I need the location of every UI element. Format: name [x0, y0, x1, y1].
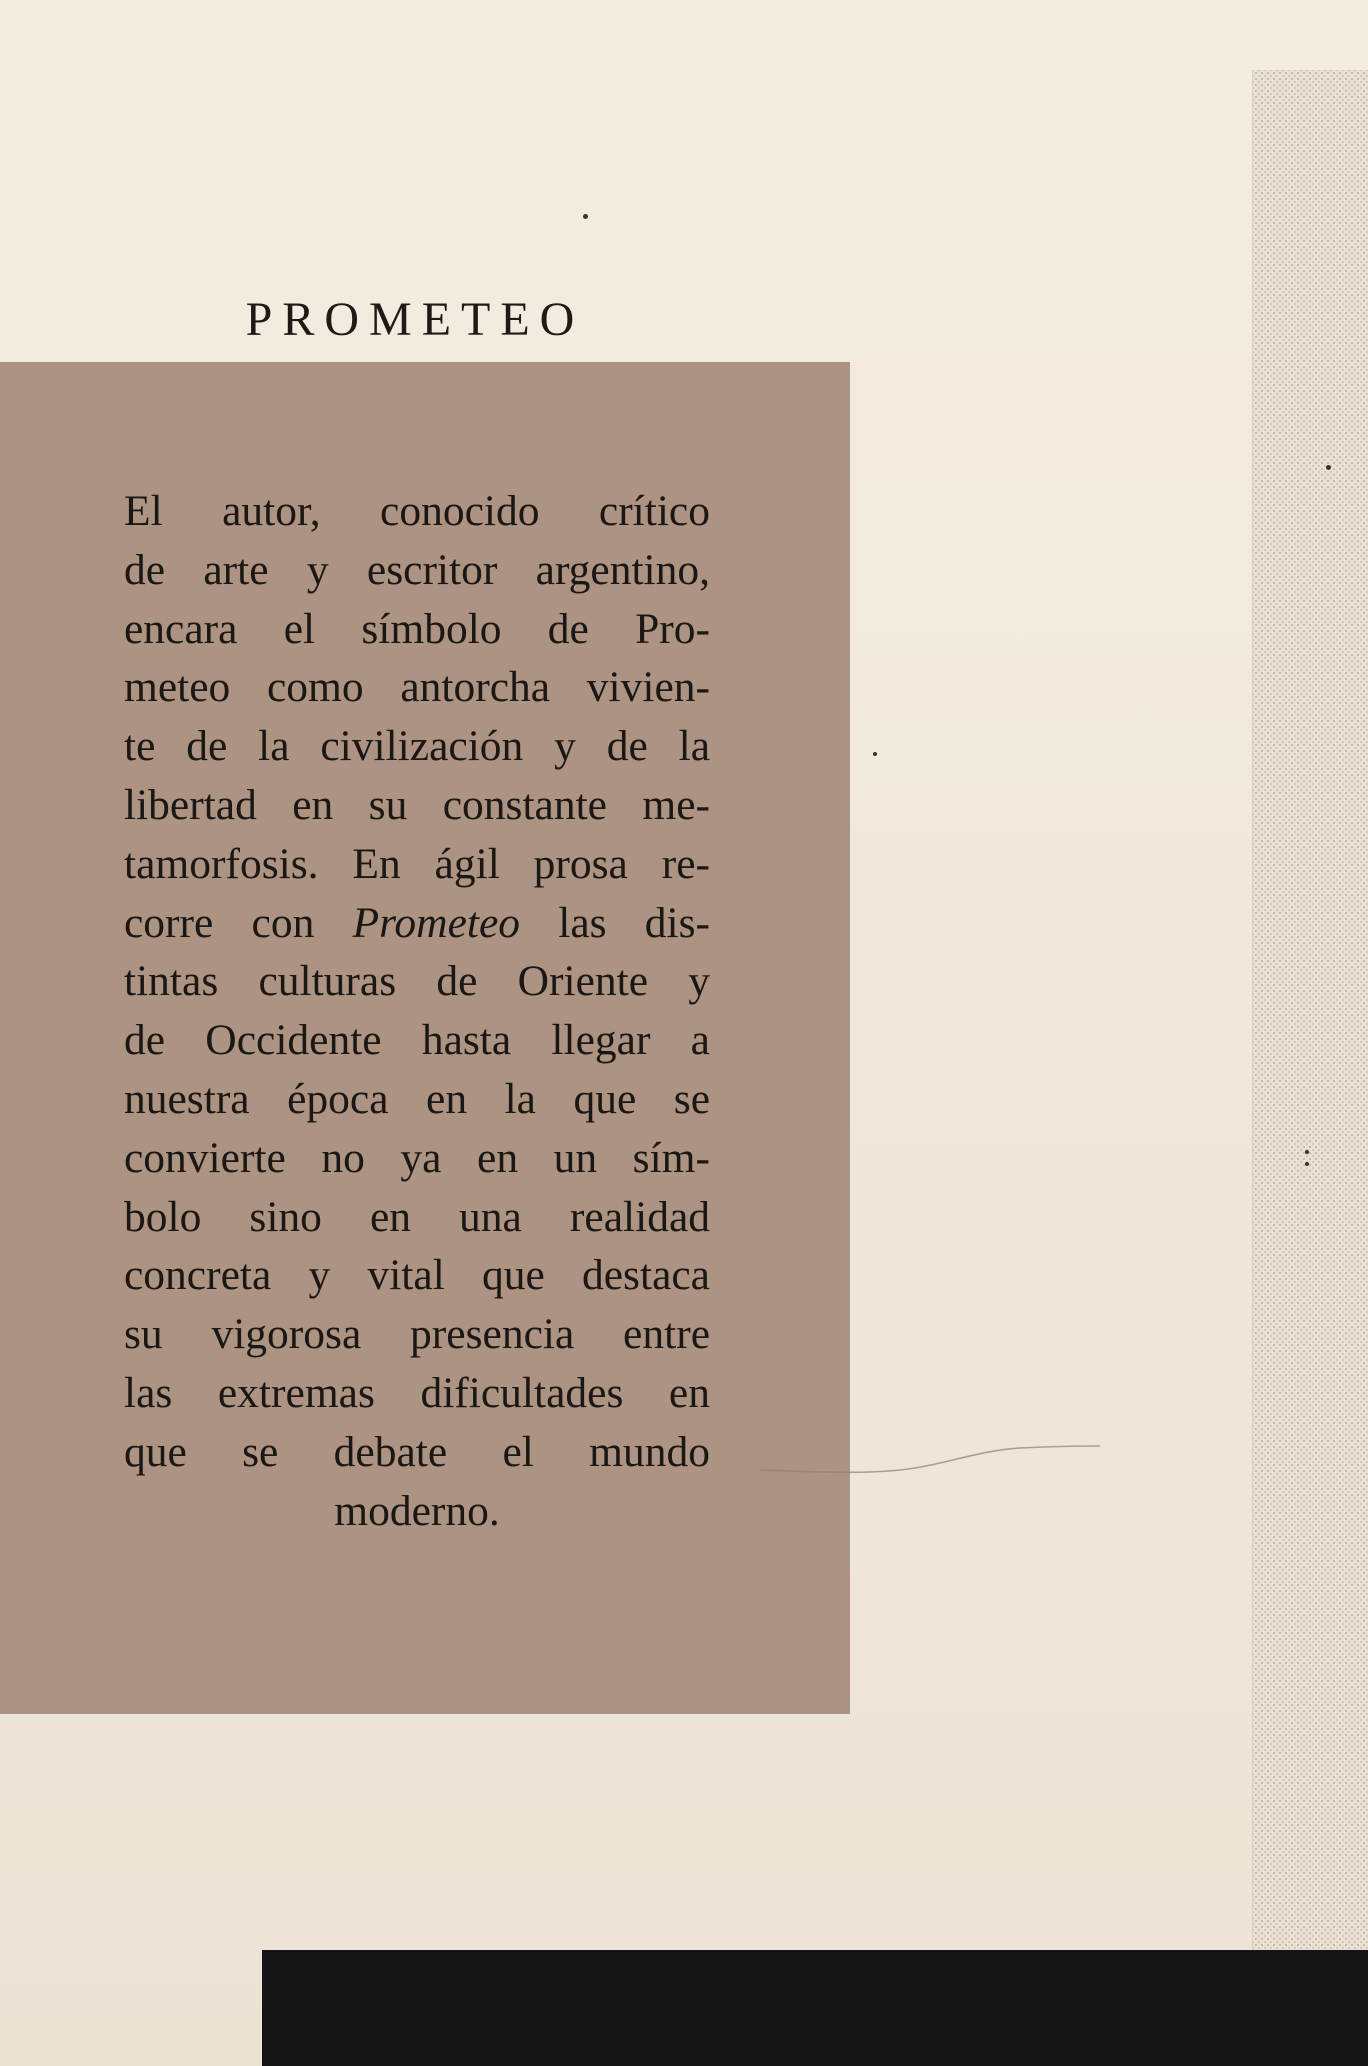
blurb-line: encara el símbolo de Pro-: [124, 604, 710, 653]
black-band: [262, 1950, 1368, 2066]
speck: [583, 214, 588, 219]
speck: [1305, 1162, 1309, 1166]
halftone-strip: [1252, 70, 1368, 1950]
blurb-line: nuestra época en la que se: [124, 1074, 710, 1123]
blurb-line: meteo como antorcha vivien-: [124, 663, 710, 712]
blurb-line: de Occidente hasta llegar a: [124, 1016, 710, 1065]
blurb-fragment: las dis-: [520, 898, 710, 947]
blurb-line: concreta y vital que destaca: [124, 1251, 710, 1300]
cover-title: PROMETEO: [245, 293, 585, 346]
blurb-line: tamorfosis. En ágil prosa re-: [124, 839, 710, 888]
blurb-line: moderno.: [334, 1486, 500, 1535]
blurb-line: de arte y escritor argentino,: [124, 545, 710, 594]
blurb-line: bolo sino en una realidad: [124, 1192, 710, 1241]
blurb-fragment: corre con: [124, 898, 353, 947]
blurb-line: su vigorosa presencia entre: [124, 1310, 710, 1359]
pencil-stroke: [760, 1440, 1100, 1480]
blurb-line: que se debate el mundo: [124, 1427, 710, 1476]
blurb-line: las extremas dificultades en: [124, 1368, 710, 1417]
speck: [873, 752, 877, 756]
blurb-line-with-italic: [124, 894, 710, 953]
blurb-line: te de la civilización y de la: [124, 722, 710, 771]
speck: [1326, 465, 1331, 470]
blurb-line: El autor, conocido crítico: [124, 487, 710, 535]
italic-title: Prometeo: [352, 898, 521, 947]
speck: [1305, 1150, 1309, 1154]
blurb-text: [124, 482, 710, 1540]
blurb-line: libertad en su constante me-: [124, 780, 710, 829]
blurb-line: convierte no ya en un sím-: [124, 1133, 710, 1182]
blurb-line: tintas culturas de Oriente y: [124, 957, 710, 1006]
